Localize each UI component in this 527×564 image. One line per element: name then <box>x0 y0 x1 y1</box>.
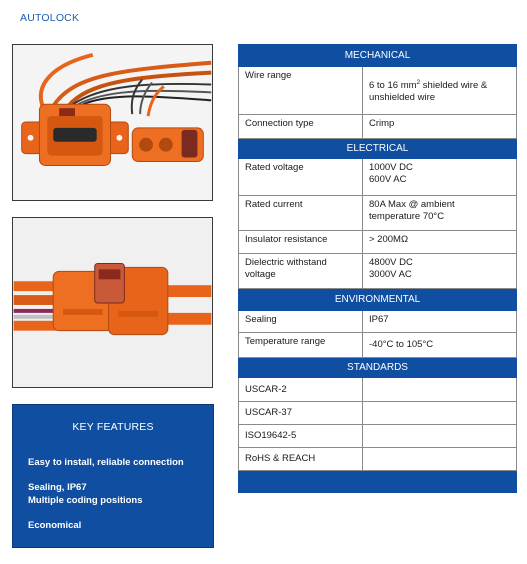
spec-value <box>363 196 517 231</box>
mated-connector-photo <box>12 217 213 388</box>
wire-range-superscript: 2 <box>416 79 421 87</box>
spec-label: Insulator resistance <box>239 231 363 254</box>
spec-row-sealing <box>239 311 517 333</box>
spec-value: IP67 <box>363 311 517 333</box>
feature-item: Sealing, IP67 <box>28 482 87 493</box>
spec-value <box>363 159 517 196</box>
spec-row-standard <box>239 378 517 402</box>
spec-label: Connection type <box>239 115 363 139</box>
dielectric-label-line1: Dielectric withstand <box>245 257 327 268</box>
spec-value <box>363 67 517 115</box>
spec-row-connection-type <box>239 115 517 139</box>
page-title: AUTOLOCK <box>20 12 80 24</box>
section-heading: ELECTRICAL <box>239 139 517 159</box>
section-header-standards <box>239 358 517 378</box>
spec-value-empty <box>363 425 517 448</box>
mated-connector-illustration <box>13 218 212 387</box>
feature-item: Economical <box>28 520 82 531</box>
specifications-table <box>238 44 517 493</box>
spec-label: USCAR-2 <box>239 378 363 402</box>
spec-value <box>363 254 517 289</box>
spec-label: Wire range <box>239 67 363 115</box>
spec-label: Sealing <box>239 311 363 333</box>
key-features-list <box>13 456 213 532</box>
dielectric-ac: 3000V AC <box>369 268 412 280</box>
spec-value: > 200MΩ <box>363 231 517 254</box>
feature-item: Multiple coding positions <box>28 495 143 506</box>
spec-label: ISO19642-5 <box>239 425 363 448</box>
rated-voltage-ac: 600V AC <box>369 173 407 185</box>
spec-row-temperature-range <box>239 333 517 358</box>
spec-row-rated-current <box>239 196 517 231</box>
spec-row-standard <box>239 425 517 448</box>
spec-value-empty <box>363 448 517 471</box>
spec-value-empty <box>363 402 517 425</box>
section-heading: MECHANICAL <box>239 45 517 67</box>
dielectric-dc: 4800V DC <box>369 257 413 268</box>
spec-row-standard <box>239 448 517 471</box>
rated-current-line1: 80A Max @ ambient <box>369 199 455 210</box>
section-header-environmental <box>239 289 517 311</box>
rated-current-line2: temperature 70°C <box>369 210 445 222</box>
wire-range-value: 6 to 16 mm <box>369 80 417 92</box>
spec-label: Rated current <box>239 196 363 231</box>
rated-voltage-dc: 1000V DC <box>369 162 413 173</box>
connector-illustration <box>13 45 212 200</box>
spec-row-dielectric-withstand <box>239 254 517 289</box>
section-heading: ENVIRONMENTAL <box>239 289 517 311</box>
spec-value-empty <box>363 378 517 402</box>
spec-row-rated-voltage <box>239 159 517 196</box>
key-features-panel <box>12 404 214 548</box>
table-footer-bar <box>239 471 517 493</box>
spec-label <box>239 254 363 289</box>
connector-photo <box>12 44 213 201</box>
spec-label: USCAR-37 <box>239 402 363 425</box>
feature-item: Easy to install, reliable connection <box>28 457 184 468</box>
spec-label: Rated voltage <box>239 159 363 196</box>
dielectric-label-line2: voltage <box>245 268 276 280</box>
footer-cell <box>239 471 517 493</box>
section-header-electrical <box>239 139 517 159</box>
wire-range-value-rest: shielded wire & unshielded wire <box>369 80 488 104</box>
spec-row-standard <box>239 402 517 425</box>
section-heading: STANDARDS <box>239 358 517 378</box>
spec-label: RoHS & REACH <box>239 448 363 471</box>
spec-label: Temperature range <box>239 333 363 358</box>
spec-row-insulator-resistance <box>239 231 517 254</box>
section-header-mechanical <box>239 45 517 67</box>
spec-value: -40°C to 105°C <box>363 333 517 358</box>
key-features-heading: KEY FEATURES <box>72 421 154 433</box>
spec-value: Crimp <box>363 115 517 139</box>
spec-row-wire-range <box>239 67 517 115</box>
